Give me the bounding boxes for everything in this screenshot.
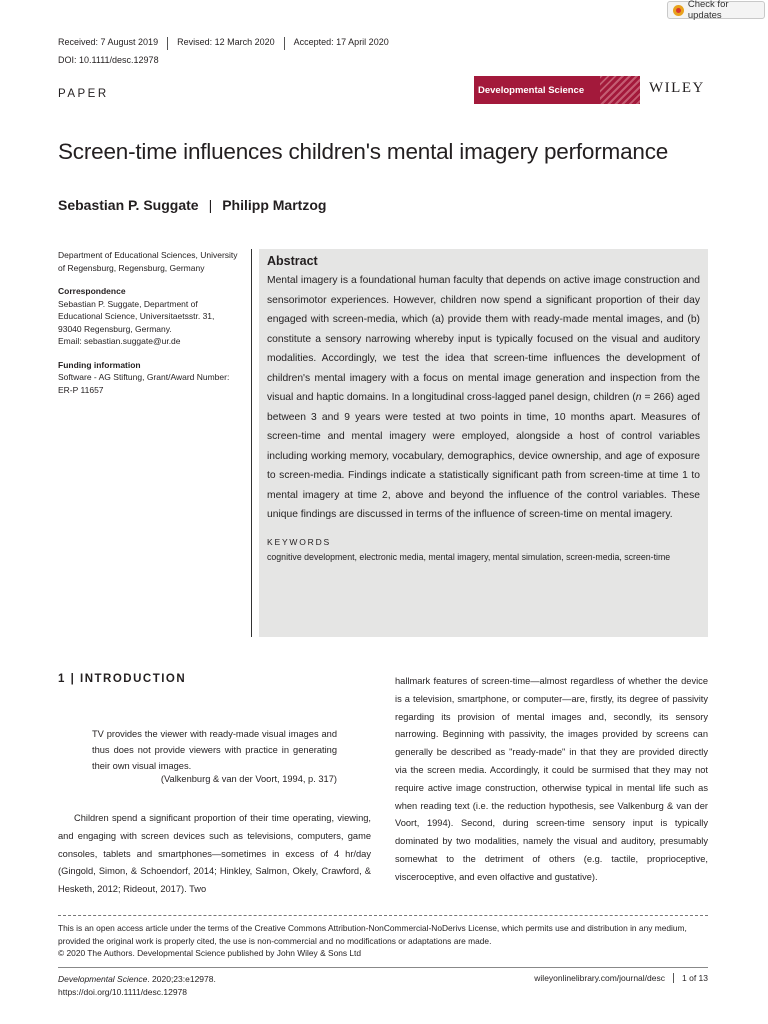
abstract-text-part: Mental imagery is a foundational human faculty that depends on active image construction and sensorimotor experiences. However, children now spend a significant proportion of their day engaged with screen-media, which (a) provide them with ready-made mental images, and (b) constitute a sensory narrowing whereby input is typically focused on the visual and auditory modalities. Accordingly, we test the idea that screen-time influences the development of children's mental imagery with a focus on mental image generation and inspection from the visual and haptic domains. In a longitudinal cross-lagged panel design, children ( bbox=[267, 275, 700, 403]
affiliation: Department of Educational Sciences, University of Regensburg, Regensburg, Germany bbox=[58, 250, 238, 273]
article-title: Screen-time influences children's mental imagery performance bbox=[58, 139, 669, 164]
sample-size-symbol: n bbox=[635, 392, 642, 403]
intro-paragraph-continued: hallmark features of screen-time—almost regardless of whether the device is a television, smartphone, or computer—are, firstly, its degree of passivity regarding its provision of mental images and, secondly, its sensory narrowing. Beginning with passivity, the images provided by screens can generally be described as "ready-made" in that they are provided directly via the screen media. Accordingly, it could be surmised that they may not require active image construction, otherwise typical in mental life such as when reading text (i.e. the reduction hypothesis, see Valkenburg & van der Voort, 1994). Second, during screen-time sensory input is typically dominated by two modalities, namely the visual and auditory, presumably somewhat to the detriment of others (e.g. tactile, proprioceptive, visceroceptive, and even olfactive and gustative). bbox=[395, 676, 708, 882]
footer-right bbox=[490, 973, 708, 983]
funding-text: Software - AG Stiftung, Grant/Award Number: ER-P 11657 bbox=[58, 372, 230, 395]
correspondence-block bbox=[58, 285, 238, 348]
abstract-heading: Abstract bbox=[267, 254, 318, 268]
check-for-updates-button[interactable] bbox=[667, 1, 765, 19]
copyright-text: © 2020 The Authors. Developmental Science published by John Wiley & Sons Ltd bbox=[58, 948, 362, 958]
keywords-list: cognitive development, electronic media, mental imagery, mental simulation, screen-media, screen-time bbox=[267, 551, 671, 562]
footnote-divider bbox=[58, 915, 708, 916]
abstract-text bbox=[267, 271, 700, 525]
funding-heading: Funding information bbox=[58, 359, 141, 370]
epigraph-quote: TV provides the viewer with ready-made visual images and thus does not provide viewers with practice in generating their own visual images. bbox=[92, 729, 337, 771]
abstract-text-part: = 266) aged between 3 and 9 years were tested at two points in time, 10 months apart. Measures of screen-time and mental imagery were employed, alongside a host of control variables including working memory, vocabulary, demographics, device ownership, and age of exposure to screen-media. Findings indicate a statistically significant path from screen-time at time 1 to mental imagery at time 2, above and beyond the influence of the control variables. These unique findings are discussed in terms of the influence of screen-time on mental imagery. bbox=[267, 392, 700, 520]
journal-logo[interactable] bbox=[474, 76, 640, 104]
article-type-label: PAPER bbox=[58, 88, 109, 100]
author-list bbox=[58, 197, 326, 213]
accepted-date: Accepted: 17 April 2020 bbox=[284, 37, 398, 50]
footer-doi-link[interactable]: https://doi.org/10.1111/desc.12978 bbox=[58, 987, 188, 997]
author-name[interactable]: Philipp Martzog bbox=[222, 197, 327, 213]
footer-citation bbox=[58, 973, 216, 999]
page-number: 1 of 13 bbox=[673, 973, 708, 983]
received-date: Received: 7 August 2019 bbox=[58, 37, 159, 47]
journal-name: Developmental Science bbox=[478, 84, 585, 96]
section-heading: 1 | INTRODUCTION bbox=[58, 673, 187, 685]
journal-site-link[interactable]: wileyonlinelibrary.com/journal/desc bbox=[534, 973, 665, 983]
license-note bbox=[58, 922, 718, 960]
check-updates-label: Check for updates bbox=[687, 0, 729, 21]
abstract-box bbox=[259, 249, 708, 637]
footer-journal: Developmental Science bbox=[58, 974, 148, 984]
author-separator: | bbox=[208, 197, 213, 213]
intro-paragraph: Children spend a significant proportion of their time operating, viewing, and engaging with screen devices such as televisions, computers, game consoles, tablets and smartphones—sometimes in excess of 4 hr/day (Gingold, Simon, & Schoendorf, 2014; Hinkley, Salmon, Okely, Crawford, & Hesketh, 2012; Rideout, 2017). Two bbox=[58, 813, 371, 895]
revised-date: Revised: 12 March 2020 bbox=[167, 37, 284, 50]
license-text: This is an open access article under the terms of the Creative Commons Attribution-NonCommercial-NoDerivs License, which permits use and distribution in any medium, provided the original work is properly cited, the use is non-commercial and no modifications or adaptations are made. bbox=[58, 923, 687, 946]
doi: DOI: 10.1111/desc.12978 bbox=[58, 55, 159, 65]
author-info-sidebar bbox=[58, 249, 238, 407]
correspondence-text: Sebastian P. Suggate, Department of Educational Science, Universitaetsstr. 31, 93040 Regensburg, Germany. bbox=[58, 298, 215, 334]
article-dates bbox=[58, 37, 398, 50]
correspondence-email[interactable]: Email: sebastian.suggate@ur.de bbox=[58, 336, 181, 346]
correspondence-heading: Correspondence bbox=[58, 286, 126, 296]
sidebar-divider bbox=[251, 249, 252, 637]
author-name[interactable]: Sebastian P. Suggate bbox=[58, 197, 199, 213]
keywords-heading: KEYWORDS bbox=[267, 536, 331, 547]
footer-volume: . 2020;23:e12978. bbox=[147, 974, 216, 984]
footer-divider bbox=[58, 967, 708, 968]
funding-block bbox=[58, 359, 238, 397]
epigraph-citation: (Valkenburg & van der Voort, 1994, p. 317) bbox=[160, 774, 337, 784]
crossmark-icon bbox=[673, 5, 684, 16]
publisher-logo[interactable]: WILEY bbox=[649, 80, 705, 96]
journal-logo-art-icon bbox=[600, 76, 640, 104]
